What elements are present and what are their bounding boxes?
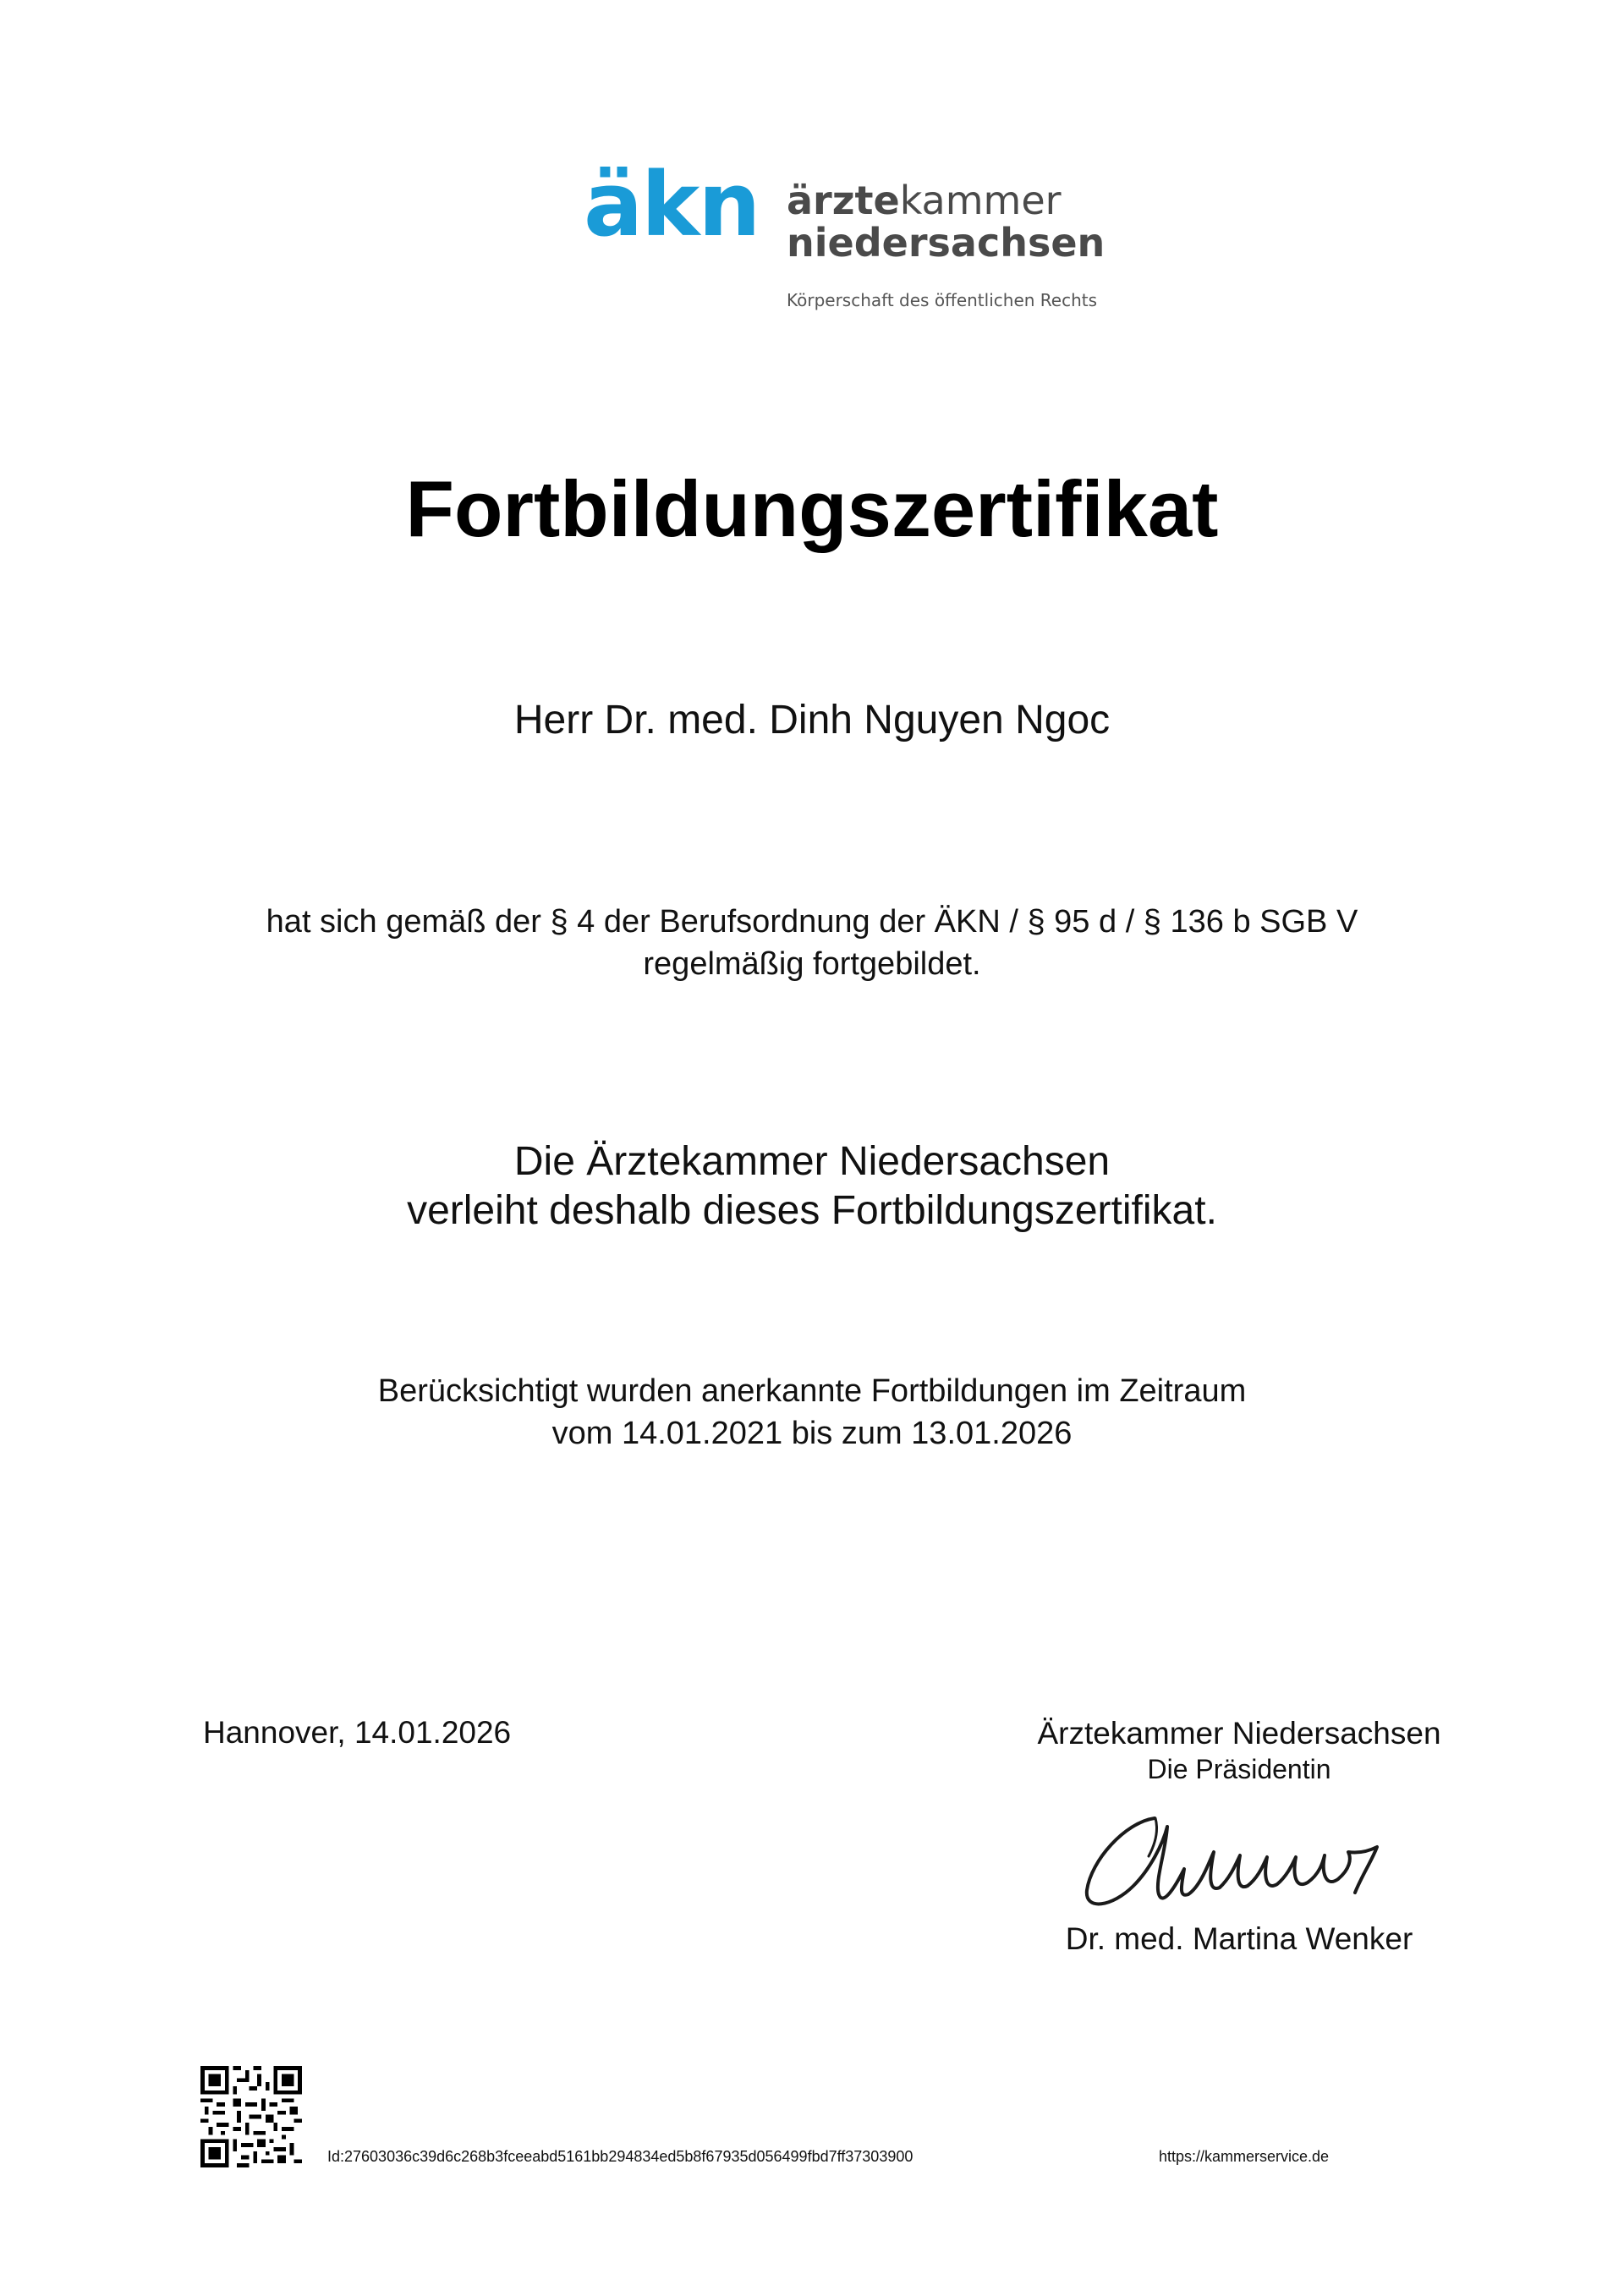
signer-role: Die Präsidentin [1147, 1754, 1331, 1784]
logo-subtitle: Körperschaft des öffentlichen Rechts [787, 290, 1098, 310]
period-line-1: Berücksichtigt wurden anerkannte Fortbildungen im Zeitraum [377, 1373, 1247, 1409]
logo-name-bold-1: ärzte [787, 178, 900, 223]
award-line-2: verleiht deshalb dieses Fortbildungszertifikat. [407, 1188, 1217, 1233]
place-date: Hannover, 14.01.2026 [203, 1715, 512, 1750]
statement-text [0, 901, 1624, 985]
logo-name-light-1: kammer [899, 178, 1062, 223]
statement-line-2: regelmäßig fortgebildet. [643, 946, 981, 982]
period-line-2: vom 14.01.2021 bis zum 13.01.2026 [551, 1416, 1073, 1451]
qr-code-icon [200, 2066, 302, 2167]
document-id: Id:27603036c39d6c268b3fceeabd5161bb294834ed5b8f67935d056499fbd7ff37303900 [327, 2148, 914, 2165]
signer-name: Dr. med. Martina Wenker [1065, 1921, 1413, 1956]
akn-logo-mark: äkn [584, 153, 760, 256]
award-line-1: Die Ärztekammer Niedersachsen [513, 1139, 1111, 1184]
signer-block [990, 1715, 1489, 1786]
certificate-title: Fortbildungszertifikat [405, 464, 1219, 553]
award-text [0, 1137, 1624, 1236]
signer-organization: Ärztekammer Niedersachsen [1037, 1716, 1441, 1751]
service-url[interactable]: https://kammerservice.de [1159, 2148, 1330, 2165]
handwritten-signature [1074, 1793, 1413, 1920]
period-text [0, 1370, 1624, 1455]
akn-logo-wordmark [787, 179, 1105, 264]
logo-name-bold-2: niedersachsen [787, 220, 1106, 266]
statement-line-1: hat sich gemäß der § 4 der Berufsordnung der ÄKN / § 95 d / § 136 b SGB V [266, 904, 1358, 940]
recipient-name: Herr Dr. med. Dinh Nguyen Ngoc [513, 698, 1111, 743]
